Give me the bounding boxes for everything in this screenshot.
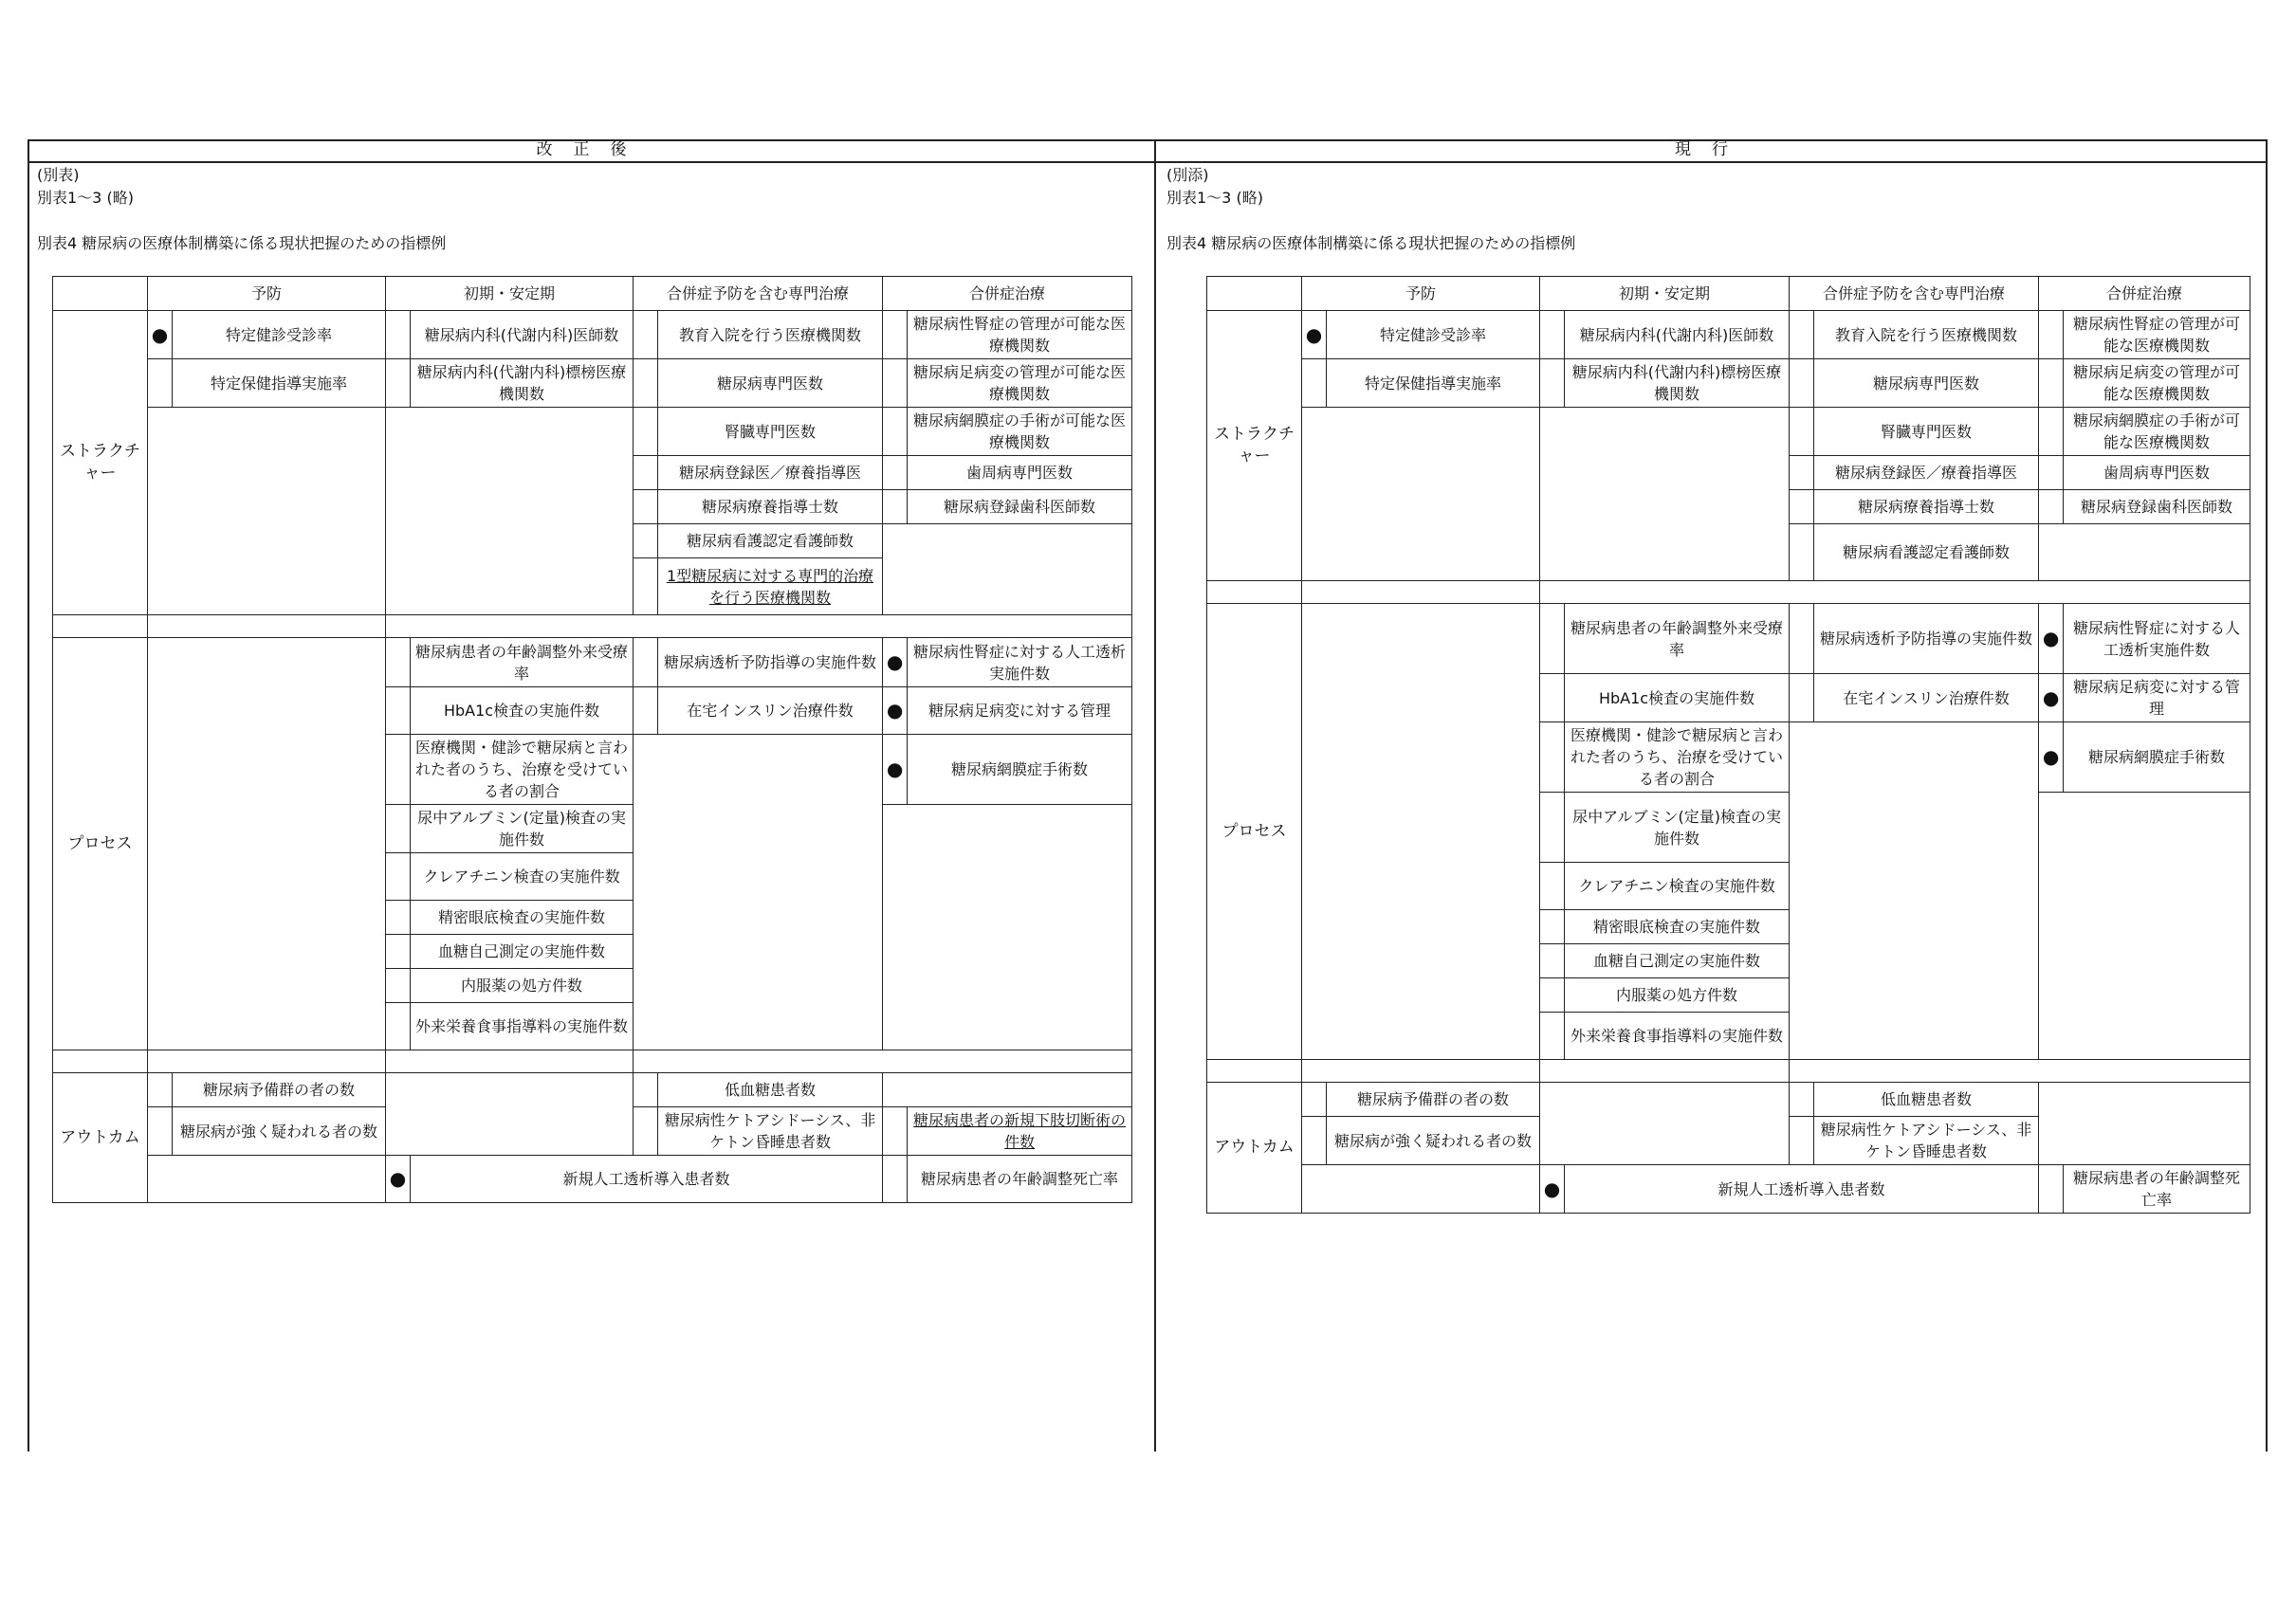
indicator-cell: 新規人工透析導入患者数	[411, 1156, 883, 1203]
indicator-cell: 教育入院を行う医療機関数	[1814, 311, 2039, 359]
indicator-cell: 糖尿病透析予防指導の実施件数	[658, 638, 883, 687]
header-prevention: 予防	[148, 277, 386, 311]
current-header: 現行	[1156, 139, 2268, 163]
indicator-cell: 内服薬の処方件数	[411, 969, 634, 1003]
category-process: プロセス	[53, 638, 148, 1050]
indicator-cell: 糖尿病登録医／療養指導医	[1814, 456, 2039, 490]
indicator-cell: 外来栄養食事指導料の実施件数	[411, 1003, 634, 1050]
indicator-cell: 精密眼底検査の実施件数	[411, 901, 634, 935]
indicator-cell: 医療機関・健診で糖尿病と言われた者のうち、治療を受けている者の割合	[411, 735, 634, 805]
indicator-cell: 糖尿病性ケトアシドーシス、非ケトン昏睡患者数	[1814, 1117, 2039, 1165]
category-structure: ストラクチャー	[1207, 311, 1302, 581]
indicator-cell: 糖尿病性腎症の管理が可能な医療機関数	[2064, 311, 2250, 359]
indicator-cell: 糖尿病網膜症の手術が可能な医療機関数	[908, 408, 1132, 456]
indicator-table-current	[1206, 276, 2250, 1214]
indicator-cell: 糖尿病内科(代謝内科)標榜医療機関数	[411, 359, 634, 408]
key-indicator-marker: ●	[883, 638, 908, 687]
indicator-cell: 糖尿病予備群の者の数	[1327, 1083, 1540, 1117]
header-initial-stable: 初期・安定期	[386, 277, 634, 311]
header-specialist: 合併症予防を含む専門治療	[1790, 277, 2039, 311]
revised-header: 改正後	[29, 139, 1154, 163]
indicator-cell: 精密眼底検査の実施件数	[1565, 910, 1790, 944]
indicator-cell: 糖尿病内科(代謝内科)医師数	[1565, 311, 1790, 359]
header-prevention: 予防	[1302, 277, 1540, 311]
key-indicator-marker: ●	[386, 1156, 411, 1203]
indicator-cell: 糖尿病内科(代謝内科)医師数	[411, 311, 634, 359]
indicator-cell: 血糖自己測定の実施件数	[1565, 944, 1790, 978]
corner-cell	[53, 277, 148, 311]
indicator-cell: 血糖自己測定の実施件数	[411, 935, 634, 969]
header-initial-stable: 初期・安定期	[1540, 277, 1790, 311]
indicator-cell: 特定健診受診率	[1327, 311, 1540, 359]
indicator-cell: 歯周病専門医数	[2064, 456, 2250, 490]
indicator-cell: 内服薬の処方件数	[1565, 978, 1790, 1013]
indicator-cell: 特定保健指導実施率	[173, 359, 386, 408]
indicator-cell: 腎臓専門医数	[658, 408, 883, 456]
indicator-cell: 糖尿病網膜症手術数	[908, 735, 1132, 805]
key-indicator-marker: ●	[2039, 674, 2064, 722]
indicator-cell: 糖尿病登録歯科医師数	[2064, 490, 2250, 524]
indicator-cell: 糖尿病内科(代謝内科)標榜医療機関数	[1565, 359, 1790, 408]
indicator-cell: 腎臓専門医数	[1814, 408, 2039, 456]
indicator-cell: 教育入院を行う医療機関数	[658, 311, 883, 359]
indicator-cell: HbA1c検査の実施件数	[411, 687, 634, 735]
indicator-cell: 糖尿病性腎症の管理が可能な医療機関数	[908, 311, 1132, 359]
key-indicator-marker: ●	[2039, 604, 2064, 674]
indicator-cell: 糖尿病透析予防指導の実施件数	[1814, 604, 2039, 674]
current-column	[1156, 139, 2268, 1452]
indicator-cell: 医療機関・健診で糖尿病と言われた者のうち、治療を受けている者の割合	[1565, 722, 1790, 793]
header-specialist: 合併症予防を含む専門治療	[634, 277, 883, 311]
indicator-cell: 新規人工透析導入患者数	[1565, 1165, 2039, 1214]
indicator-cell: 在宅インスリン治療件数	[1814, 674, 2039, 722]
indicator-cell: 歯周病専門医数	[908, 456, 1132, 490]
header-complication: 合併症治療	[883, 277, 1132, 311]
tables-omitted-note: 別表1～3 (略)	[37, 189, 134, 207]
indicator-cell: HbA1c検査の実施件数	[1565, 674, 1790, 722]
indicator-cell: 糖尿病が強く疑われる者の数	[1327, 1117, 1540, 1165]
key-indicator-marker: ●	[2039, 722, 2064, 793]
indicator-cell: 糖尿病足病変の管理が可能な医療機関数	[2064, 359, 2250, 408]
annex-label: (別添)	[1166, 166, 1209, 184]
indicator-cell: 糖尿病療養指導士数	[658, 490, 883, 524]
indicator-cell: 低血糖患者数	[658, 1073, 883, 1107]
indicator-cell: 糖尿病足病変に対する管理	[908, 687, 1132, 735]
indicator-cell: 糖尿病足病変の管理が可能な医療機関数	[908, 359, 1132, 408]
indicator-cell: 糖尿病専門医数	[658, 359, 883, 408]
indicator-cell: 糖尿病予備群の者の数	[173, 1073, 386, 1107]
category-structure: ストラクチャー	[53, 311, 148, 615]
key-indicator-marker: ●	[883, 687, 908, 735]
indicator-cell: 糖尿病患者の年齢調整死亡率	[908, 1156, 1132, 1203]
indicator-cell: 特定保健指導実施率	[1327, 359, 1540, 408]
key-indicator-marker: ●	[148, 311, 173, 359]
indicator-cell: クレアチニン検査の実施件数	[411, 853, 634, 901]
indicator-cell: 尿中アルブミン(定量)検査の実施件数	[411, 805, 634, 853]
indicator-cell: 糖尿病患者の年齢調整死亡率	[2064, 1165, 2250, 1214]
indicator-cell: 糖尿病登録歯科医師数	[908, 490, 1132, 524]
indicator-cell: 糖尿病が強く疑われる者の数	[173, 1107, 386, 1156]
indicator-cell: 糖尿病看護認定看護師数	[1814, 524, 2039, 581]
indicator-cell: クレアチニン検査の実施件数	[1565, 863, 1790, 910]
indicator-cell: 糖尿病網膜症の手術が可能な医療機関数	[2064, 408, 2250, 456]
table-title: 別表4 糖尿病の医療体制構築に係る現状把握のための指標例	[1166, 234, 1576, 252]
indicator-cell: 糖尿病性腎症に対する人工透析実施件数	[2064, 604, 2250, 674]
indicator-cell: 糖尿病患者の年齢調整外来受療率	[411, 638, 634, 687]
tables-omitted-note: 別表1～3 (略)	[1166, 189, 1263, 207]
indicator-table-revised	[52, 276, 1132, 1203]
indicator-cell: 特定健診受診率	[173, 311, 386, 359]
indicator-cell: 尿中アルブミン(定量)検査の実施件数	[1565, 793, 1790, 863]
indicator-cell: 糖尿病患者の年齢調整外来受療率	[1565, 604, 1790, 674]
indicator-cell: 糖尿病網膜症手術数	[2064, 722, 2250, 793]
indicator-cell: 糖尿病性腎症に対する人工透析実施件数	[908, 638, 1132, 687]
key-indicator-marker: ●	[1302, 311, 1327, 359]
category-process: プロセス	[1207, 604, 1302, 1060]
key-indicator-marker: ●	[1540, 1165, 1565, 1214]
indicator-cell: 糖尿病登録医／療養指導医	[658, 456, 883, 490]
indicator-cell: 糖尿病療養指導士数	[1814, 490, 2039, 524]
indicator-cell: 在宅インスリン治療件数	[658, 687, 883, 735]
category-outcome: アウトカム	[53, 1073, 148, 1203]
indicator-cell: 糖尿病看護認定看護師数	[658, 524, 883, 558]
revised-column	[29, 139, 1156, 1452]
table-title: 別表4 糖尿病の医療体制構築に係る現状把握のための指標例	[37, 234, 447, 252]
indicator-cell: 外来栄養食事指導料の実施件数	[1565, 1013, 1790, 1060]
indicator-cell: 糖尿病性ケトアシドーシス、非ケトン昏睡患者数	[658, 1107, 883, 1156]
indicator-cell-new: 糖尿病患者の新規下肢切断術の件数	[908, 1107, 1132, 1156]
indicator-cell: 低血糖患者数	[1814, 1083, 2039, 1117]
indicator-cell: 糖尿病専門医数	[1814, 359, 2039, 408]
category-outcome: アウトカム	[1207, 1083, 1302, 1214]
header-complication: 合併症治療	[2039, 277, 2250, 311]
corner-cell	[1207, 277, 1302, 311]
annex-label: (別表)	[37, 166, 80, 184]
indicator-cell-new: 1型糖尿病に対する専門的治療を行う医療機関数	[658, 558, 883, 615]
comparison-document	[28, 139, 2268, 1452]
key-indicator-marker: ●	[883, 735, 908, 805]
indicator-cell: 糖尿病足病変に対する管理	[2064, 674, 2250, 722]
